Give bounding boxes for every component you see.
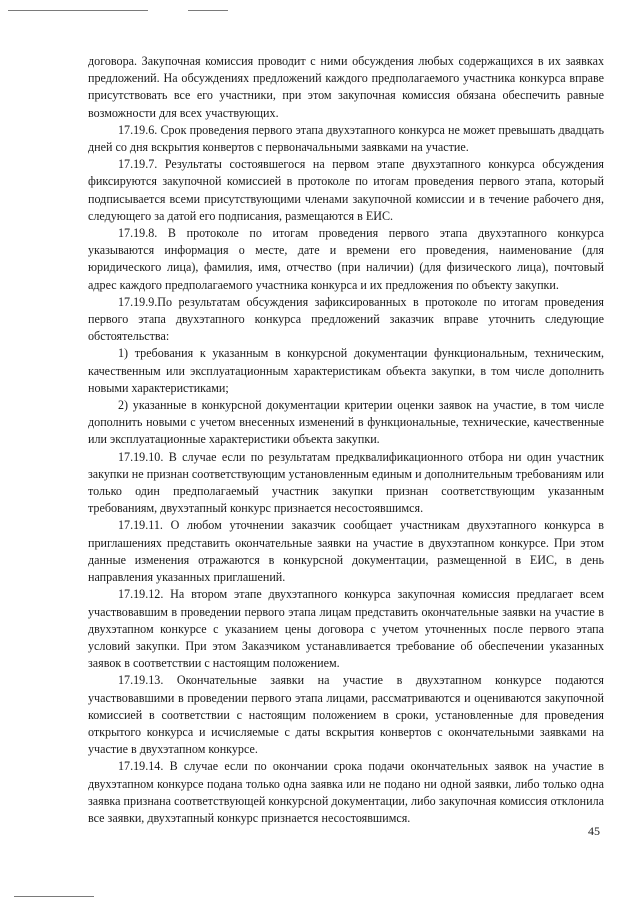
paragraph-17-19-10: 17.19.10. В случае если по результатам предквалификационного отбора ни один участник закупки не признан соответствующим установленным единым и дополнительным требованиям или только один предполагаемый участник закупки признан соответствующим указанным требованиям, двухэтапный конкурс признается несостоявшимся. — [88, 449, 604, 516]
list-item-2: 2) указанные в конкурсной документации критерии оценки заявок на участие, в том числе дополнить новыми с учетом внесенных изменений в функциональные, технические, качественные или эксплуатационные характеристики объекта закупки. — [88, 398, 604, 447]
paragraph-17-19-8: 17.19.8. В протоколе по итогам проведения первого этапа двухэтапного конкурса указываются информация о месте, дате и времени его проведения, наименование (для юридического лица), фамилия, имя, отчество (при наличии) (для физического лица), почтовый адрес каждого предполагаемого участника конкурса и их предложения по объекту закупки. — [88, 226, 604, 292]
paragraph-17-19-6: 17.19.6. Срок проведения первого этапа двухэтапного конкурса не может превышать двадцать дней со дня вскрытия конвертов с первоначальными заявками на участие. — [88, 122, 604, 155]
page-number: 45 — [588, 824, 600, 838]
scan-edge-mark — [14, 896, 94, 897]
list-item-1: 1) требования к указанным в конкурсной документации функциональным, техническим, качественным или эксплуатационным характеристикам объекта закупки, в том числе дополнить новыми характеристиками; — [88, 346, 604, 395]
paragraph-continuation: договора. Закупочная комиссия проводит с ними обсуждения любых содержащихся в их заявках предложений. На обсуждениях предложений каждого предполагаемого участника конкурса вправе присутствовать все его участники, при этом закупочная комиссия обязана обеспечить равные возможности для всех участвующих. — [88, 54, 604, 120]
document-body — [88, 53, 604, 827]
scan-edge-mark — [188, 10, 228, 11]
paragraph-17-19-13: 17.19.13. Окончательные заявки на участие в двухэтапном конкурсе подаются участвовавшими в проведении первого этапа лицами, рассматриваются и оцениваются закупочной комиссией в соответствии с настоящим положением в сроки, установленные для проведения открытого конкурса и исчисляемые с даты вскрытия конвертов с окончательными заявками на участие в двухэтапном конкурсе. — [88, 673, 604, 757]
paragraph-17-19-9: 17.19.9.По результатам обсуждения зафиксированных в протоколе по итогам проведения первого этапа двухэтапного конкурса предложений заказчик вправе уточнить следующие обстоятельства: — [88, 294, 604, 344]
paragraph-17-19-14: 17.19.14. В случае если по окончании срока подачи окончательных заявок на участие в двухэтапном конкурсе подана только одна заявка или не подано ни одной заявки, либо только одна заявка признана соответствующей конкурсной документации, либо закупочная комиссия отклонила все заявки, двухэтапный конкурс признается несостоявшимся. — [88, 759, 604, 825]
paragraph-17-19-12: 17.19.12. На втором этапе двухэтапного конкурса закупочная комиссия предлагает всем участвовавшим в проведении первого этапа лицам представить окончательные заявки на участие в двухэтапном конкурсе с указанием цены договора с учетом уточненных после первого этапа условий закупки. При этом Заказчиком устанавливается требование об обеспечении указанных заявок в соответствии с настоящим положением. — [88, 587, 604, 671]
paragraph-17-19-7: 17.19.7. Результаты состоявшегося на первом этапе двухэтапного конкурса обсуждения фиксируются закупочной комиссией в протоколе по итогам проведения первого этапа, который подписывается всеми присутствующими членами закупочной комиссии и в течение рабочего дня, следующего за датой его подписания, размещаются в ЕИС. — [88, 157, 604, 223]
paragraph-17-19-11: 17.19.11. О любом уточнении заказчик сообщает участникам двухэтапного конкурса в приглашениях представить окончательные заявки на участие в двухэтапном конкурсе. При этом данные изменения отражаются в конкурсной документации, размещенной в ЕИС, в день направления указанных приглашений. — [88, 518, 604, 585]
scan-edge-mark — [8, 10, 148, 11]
